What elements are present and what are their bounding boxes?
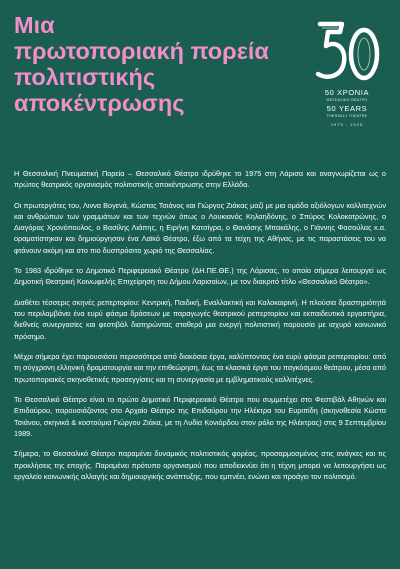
title-line: πρωτοποριακή πορεία <box>14 38 269 64</box>
paragraph: Το Θεσσαλικό Θέατρο είναι το πρώτο Δημοτικό Περιφερειακό Θέατρο που συμμετέχει στο Φεστιβάλ Αθηνών και Επιδαύρου, παρουσιάζοντας στο Αρχαίο Θέατρο της Επιδαύρου την Ηλέκτρα του Ευριπίδη (σκηνοθεσία Κώστα Τσιάνου, σκηνικά & κοστούμια Γιώργου Ζιάκα, με τη Λυδία Κονιόρδου στον ρόλο της Ηλέκτρας) στις 9 Σεπτεμβρίου 1989. <box>14 395 386 438</box>
svg-text:50: 50 <box>344 80 350 85</box>
logo-years-greek: 50 ΧΡΟΝΙΑ <box>324 88 370 97</box>
paragraph: Μέχρι σήμερα έχει παρουσιάσει περισσότερα από διακόσια έργα, καλύπτοντας ένα ευρύ φάσμα ρεπερτορίου: από τη σύγχρονη ελληνική δραματουργία και την επιθεώρηση, έως τα κλασικά έργα του παγκόσμιου θεάτρου, μέσα από πρωτοποριακές σκηνοθετικές προσεγγίσεις και τη συνεργασία με εμβληματικούς καλλιτέχνες. <box>14 352 386 384</box>
paragraph: Το 1983 ιδρύθηκε το Δημοτικό Περιφερειακό Θέατρο (ΔΗ.ΠΕ.ΘΕ.) της Λάρισας, το οποίο σήμερα λειτουργεί ως Δημοτική Θεατρική Κοινωφελής Επιχείρηση του Δήμου Λαρισαίων, με τον διακριτό τίτλο «Θεσσαλικό Θέατρο». <box>14 266 386 287</box>
page-title <box>14 12 284 116</box>
fifty-emblem-icon <box>312 18 382 86</box>
body-text <box>14 168 386 491</box>
logo-years-english: 50 YEARS <box>326 104 368 113</box>
title-line: αποκέντρωσης <box>14 90 185 116</box>
anniversary-logo <box>312 18 382 140</box>
title-line: Μια <box>14 12 55 38</box>
paragraph: Διαθέτει τέσσερις σκηνές ρεπερτορίου: Κεντρική, Παιδική, Εναλλακτική και Καλοκαιρινή. Η πλούσια δραστηριότητά του περιλαμβάνει ένα ευρύ φάσμα δράσεων με παραγωγές θεατρικού ρεπερτορίου και εκπαιδευτικά εργαστήρια, διεθνείς συνεργασίες και φεστιβάλ διατηρώντας σταθερά μια ενεργή πολιτιστική παρουσία με ισχυρό κοινωνικό πρόσημο. <box>14 298 386 341</box>
logo-name-english: THESSALY THEATRE <box>326 114 368 118</box>
logo-name-greek: ΘΕΣΣΑΛΙΚΟ ΘΕΑΤΡΟ <box>326 98 368 102</box>
paragraph: Οι πρωτεργάτες του, Λιννα Βογενά, Κώστας Τσιάνος και Γιώργος Ζιάκας μαζί με μια ομάδα αξιόλογων καλλιτεχνών και ανθρώπων των γραμμάτων και των τεχνών όπως ο Λουκιανός Κηλαηδόνης, ο Σπύρος Κολοκοτρώνης, ο Διαγόρας Χρονόπουλος, ο Βασίλης Λιάπης, η Ειρήνη Κατσίγρα, ο Θανάσης Μπακάλης, ο Γιάννης Φασούλας κ.α. οραματίστηκαν και δημιούργησαν ένα Λαϊκό Θέατρο, έξω από τα τείχη της Αθήνας, με τις παραστάσεις του να φτάνουν ακόμη και στο πιο δυσπρόσιτο χωριό της Θεσσαλίας. <box>14 200 386 255</box>
paragraph: Σήμερα, το Θεσσαλικό Θέατρο παραμένει δυναμικός πολιτιστικός φορέας, προσαρμοσμένος στις ανάγκες και τις προκλήσεις της εποχής. Παραμένει πρότυπο οργανισμού που αποδεικνύει ότι η τέχνη μπορεί να λειτουργήσει ως εργαλείο κοινωνικής αλλαγής και δημιουργικής ανάπτυξης, που εμπνέει, ενώνει και προάγει τον πολιτισμό. <box>14 449 386 481</box>
paragraph: Η Θεσσαλική Πνευματική Πορεία – Θεσσαλικό Θέατρο ιδρύθηκε το 1975 στη Λάρισα και αναγνωρίζεται ως ο πρώτος θεατρικός οργανισμός πολιτιστικής αποκέντρωσης στην Ελλάδα. <box>14 169 386 190</box>
logo-year-range: 1975 - 2025 <box>330 122 364 127</box>
title-line: πολιτιστικής <box>14 64 156 90</box>
